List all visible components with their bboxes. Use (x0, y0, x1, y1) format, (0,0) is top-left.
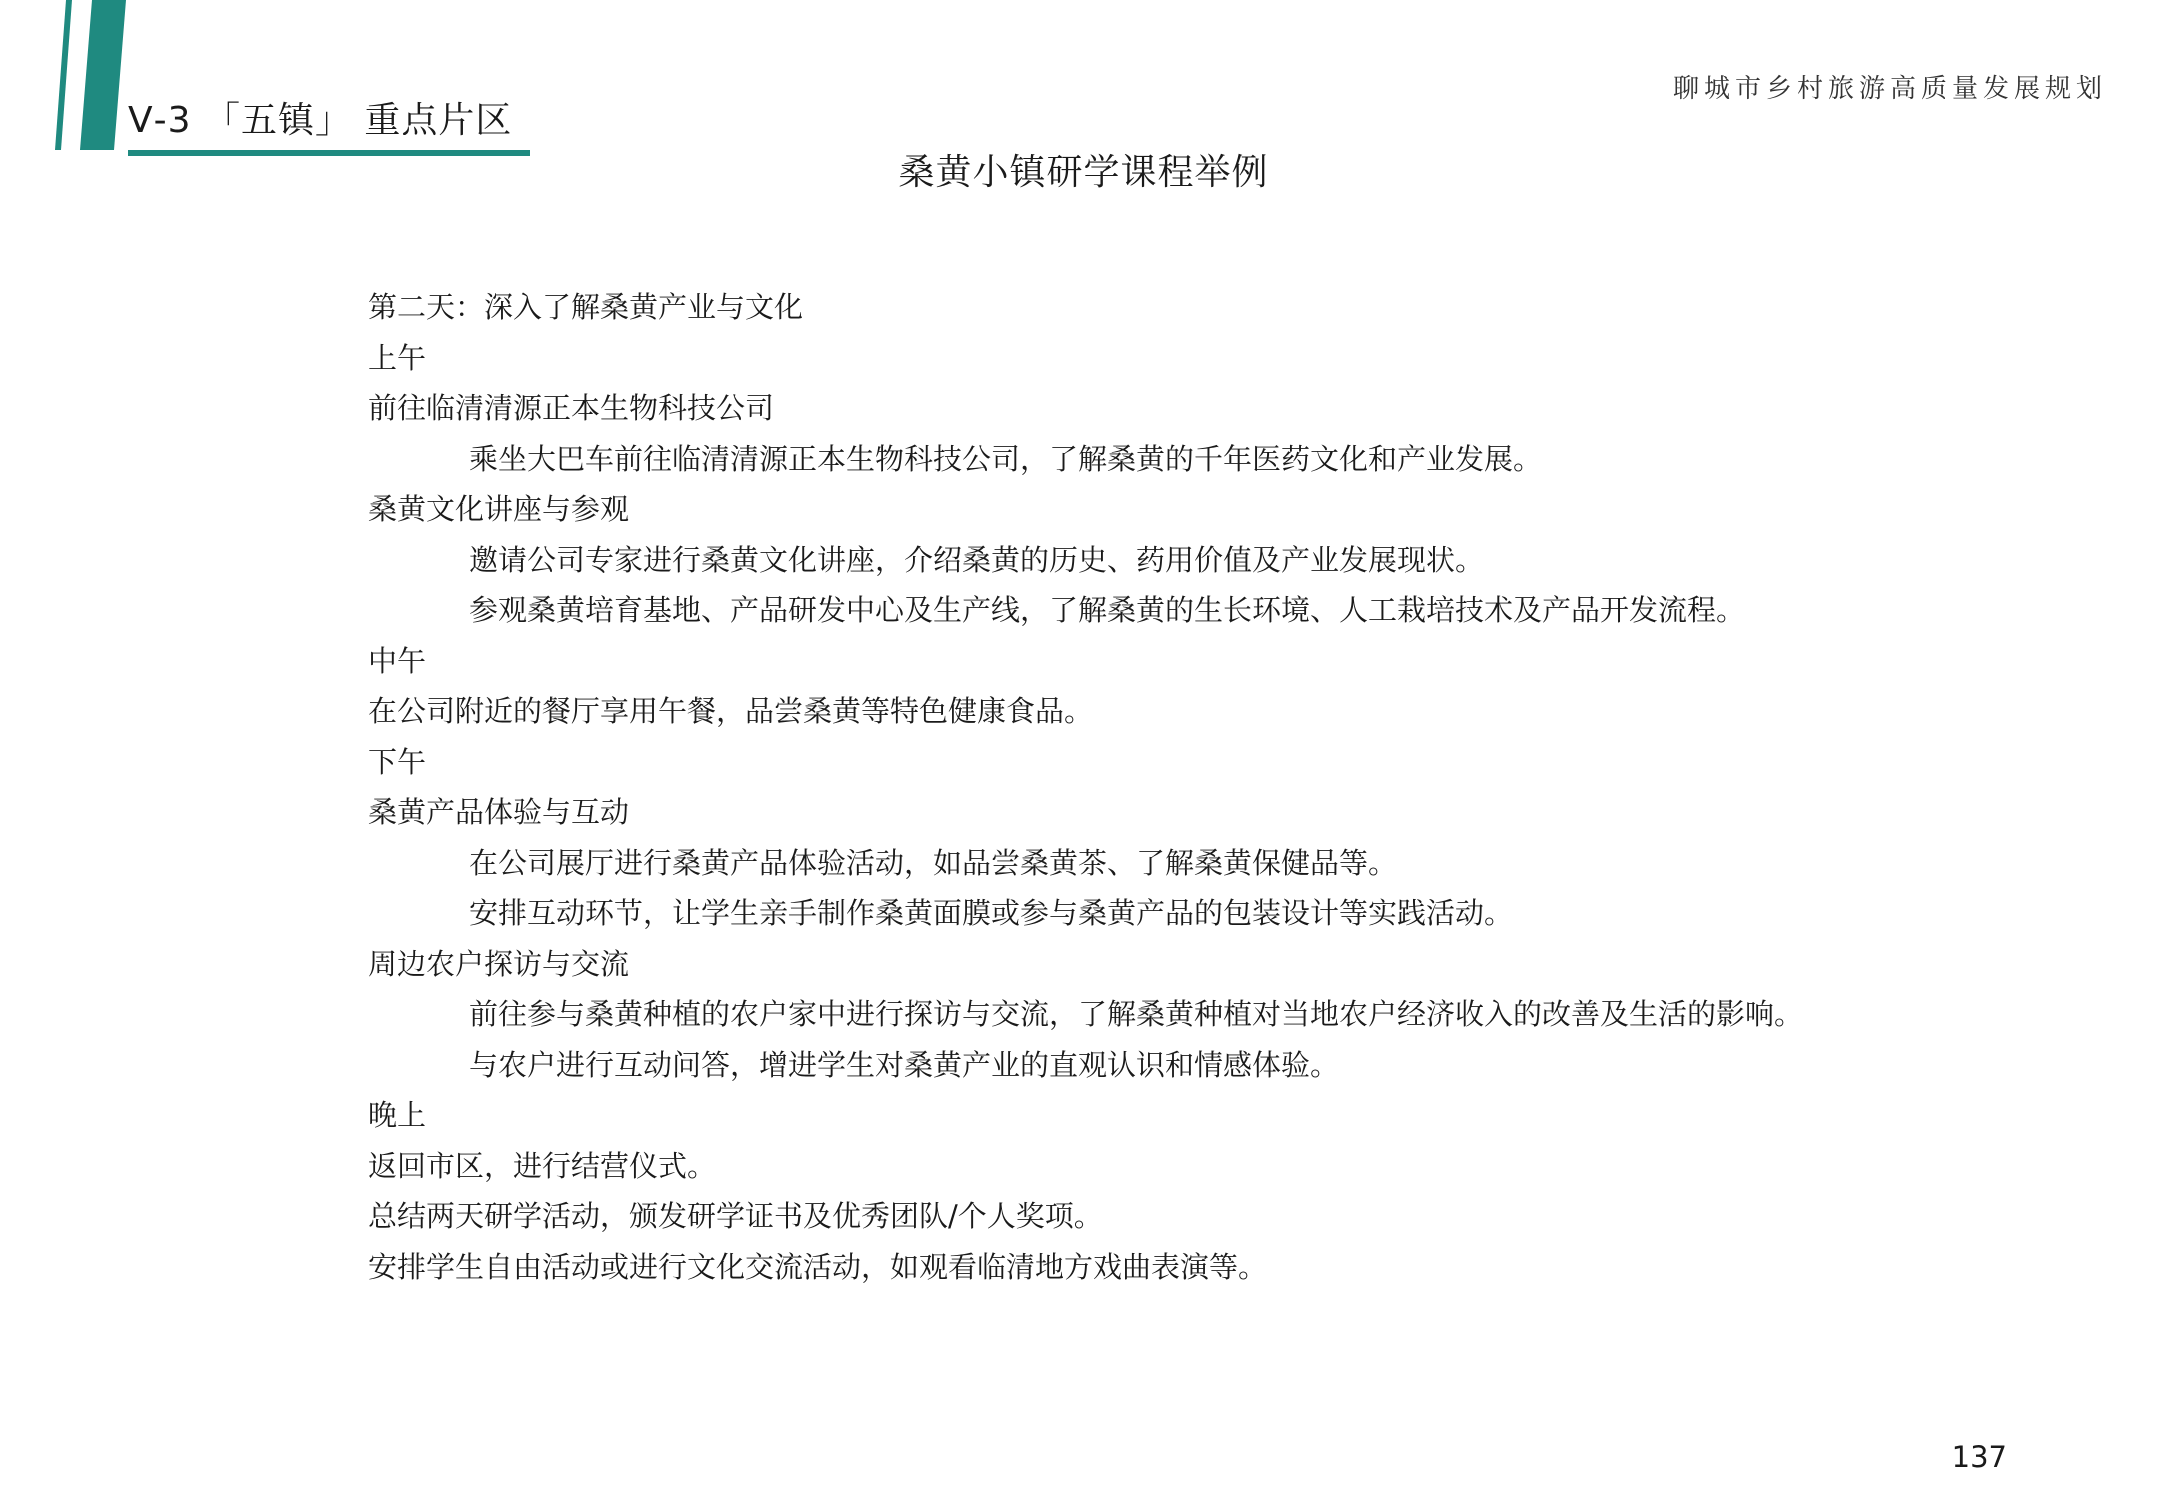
day-title: 第二天：深入了解桑黄产业与文化 (368, 290, 804, 324)
activity-detail: 返回市区，进行结营仪式。 (368, 1148, 717, 1183)
activity-detail: 乘坐大巴车前往临清清源正本生物科技公司，了解桑黄的千年医药文化和产业发展。 (469, 441, 1543, 476)
deco-thin-stripe (55, 0, 72, 150)
activity-detail: 在公司展厅进行桑黄产品体验活动，如品尝桑黄茶、了解桑黄保健品等。 (469, 845, 1398, 880)
section-label: Ⅴ-3 「五镇」 重点片区 (128, 100, 513, 141)
time-heading-noon: 中午 (368, 643, 427, 678)
activity-detail: 安排学生自由活动或进行文化交流活动，如观看临清地方戏曲表演等。 (368, 1249, 1268, 1284)
course-content (368, 282, 1868, 1292)
activity-detail: 安排互动环节，让学生亲手制作桑黄面膜或参与桑黄产品的包装设计等实践活动。 (469, 896, 1514, 930)
page-number: 137 (1951, 1440, 2007, 1474)
activity-detail: 与农户进行互动问答，增进学生对桑黄产业的直观认识和情感体验。 (469, 1047, 1340, 1082)
time-heading-afternoon: 下午 (368, 744, 427, 779)
activity-heading: 前往临清清源正本生物科技公司 (368, 391, 775, 425)
time-heading-evening: 晚上 (368, 1098, 427, 1132)
deco-wide-stripe (80, 0, 126, 150)
activity-detail: 总结两天研学活动，颁发研学证书及优秀团队/个人奖项。 (368, 1199, 1103, 1233)
activity-heading: 桑黄文化讲座与参观 (368, 492, 630, 526)
report-title: 聊城市乡村旅游高质量发展规划 (1672, 74, 2107, 104)
time-heading-morning: 上午 (368, 340, 427, 375)
activity-detail: 邀请公司专家进行桑黄文化讲座，介绍桑黄的历史、药用价值及产业发展现状。 (469, 542, 1485, 577)
page-heading: 桑黄小镇研学课程举例 (898, 152, 1269, 193)
activity-detail: 参观桑黄培育基地、产品研发中心及生产线，了解桑黄的生长环境、人工栽培技术及产品开发流程。 (469, 593, 1746, 627)
activity-heading: 桑黄产品体验与互动 (368, 795, 630, 829)
activity-detail: 在公司附近的餐厅享用午餐，品尝桑黄等特色健康食品。 (368, 694, 1094, 728)
activity-detail: 前往参与桑黄种植的农户家中进行探访与交流，了解桑黄种植对当地农户经济收入的改善及生活的影响。 (469, 997, 1804, 1031)
activity-heading: 周边农户探访与交流 (368, 946, 630, 981)
